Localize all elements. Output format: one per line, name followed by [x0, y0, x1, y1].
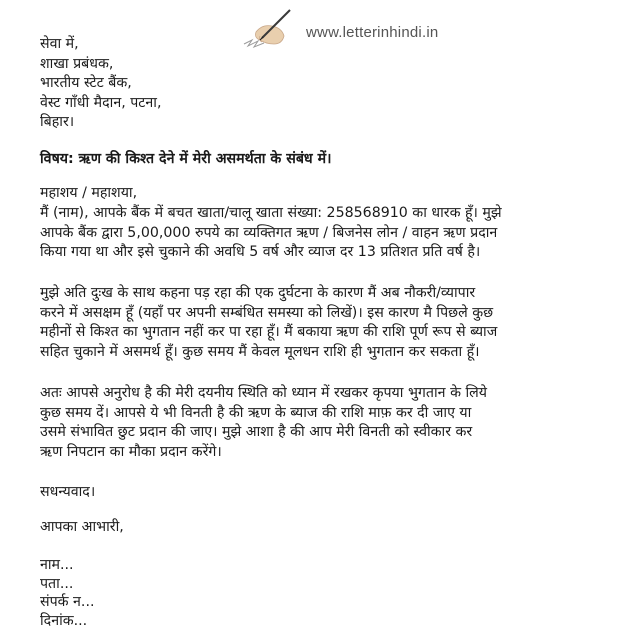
- salutation: [40, 184, 620, 204]
- subject-line: विषय: ऋण की किश्त देने में मेरी असमर्थता के संबंध में।: [40, 151, 332, 167]
- signature-block: [40, 556, 620, 630]
- salutation-line: महाशय / महाशया,: [40, 185, 138, 201]
- paragraph-line: मैं (नाम), आपके बैंक में बचत खाता/चालू खाता संख्या: 258568910 का धारक हूँ। मुझे: [40, 205, 502, 221]
- paragraph-line: महीनों से किश्त का भुगतान नहीं कर पा रहा हूँ। मैं बकाया ऋण की राशि पूर्ण रूप से ब्याज: [40, 324, 498, 340]
- paragraph-2: [40, 284, 620, 362]
- paragraph-1: [40, 204, 620, 263]
- signature-name: नाम...: [40, 557, 74, 573]
- thanks-line: सधन्यवाद।: [40, 484, 96, 500]
- paragraph-line: अतः आपसे अनुरोध है की मेरी दयनीय स्थिति को ध्यान में रखकर कृपया भुगतान के लिये: [40, 385, 487, 401]
- address-line: वेस्ट गाँधी मैदान, पटना,: [40, 94, 162, 111]
- signature-address: पता...: [40, 575, 74, 592]
- signature-contact: संपर्क न...: [40, 594, 95, 610]
- closing: [40, 518, 620, 538]
- address-line: बिहार।: [40, 114, 75, 130]
- address-line: शाखा प्रबंधक,: [40, 55, 114, 72]
- signature-date: दिनांक...: [40, 612, 88, 629]
- thanks: [40, 483, 620, 503]
- paragraph-line: उसमे संभावित छुट प्रदान की जाए। मुझे आशा है की आप मेरी विनती को स्वीकार कर: [40, 424, 473, 440]
- paragraph-line: मुझे अति दुःख के साथ कहना पड़ रहा की एक दुर्घटना के कारण मैं अब नौकरी/व्यापार: [40, 285, 476, 301]
- paragraph-line: ऋण निपटान का मौका प्रदान करेंगे।: [40, 443, 222, 460]
- site-url: www.letterinhindi.in: [306, 24, 439, 41]
- paragraph-3: [40, 384, 620, 462]
- paragraph-line: सहित चुकाने में असमर्थ हूँ। कुछ समय मैं केवल मूलधन राशि ही भुगतान कर सकता हूँ।: [40, 343, 480, 360]
- paragraph-line: करने में असक्षम हूँ (यहाँ पर अपनी सम्बंधित समस्या को लिखें)। इस कारण मै पिछले कुछ: [40, 304, 494, 321]
- closing-line: आपका आभारी,: [40, 519, 124, 535]
- paragraph-line: किया गया था और इसे चुकाने की अवधि 5 वर्ष और व्याज दर 13 प्रतिशत प्रति वर्ष है।: [40, 244, 481, 260]
- paragraph-line: आपके बैंक द्वारा 5,00,000 रुपये का व्यक्तिगत ऋण / बिजनेस लोन / वाहन ऋण प्रदान: [40, 224, 498, 241]
- paragraph-line: कुछ समय दें। आपसे ये भी विनती है की ऋण के ब्याज की राशि माफ़ कर दी जाए या: [40, 404, 472, 421]
- address-line: भारतीय स्टेट बैंक,: [40, 75, 132, 91]
- subject: [40, 150, 620, 170]
- address-line: सेवा में,: [40, 36, 79, 52]
- recipient-address: [40, 35, 620, 133]
